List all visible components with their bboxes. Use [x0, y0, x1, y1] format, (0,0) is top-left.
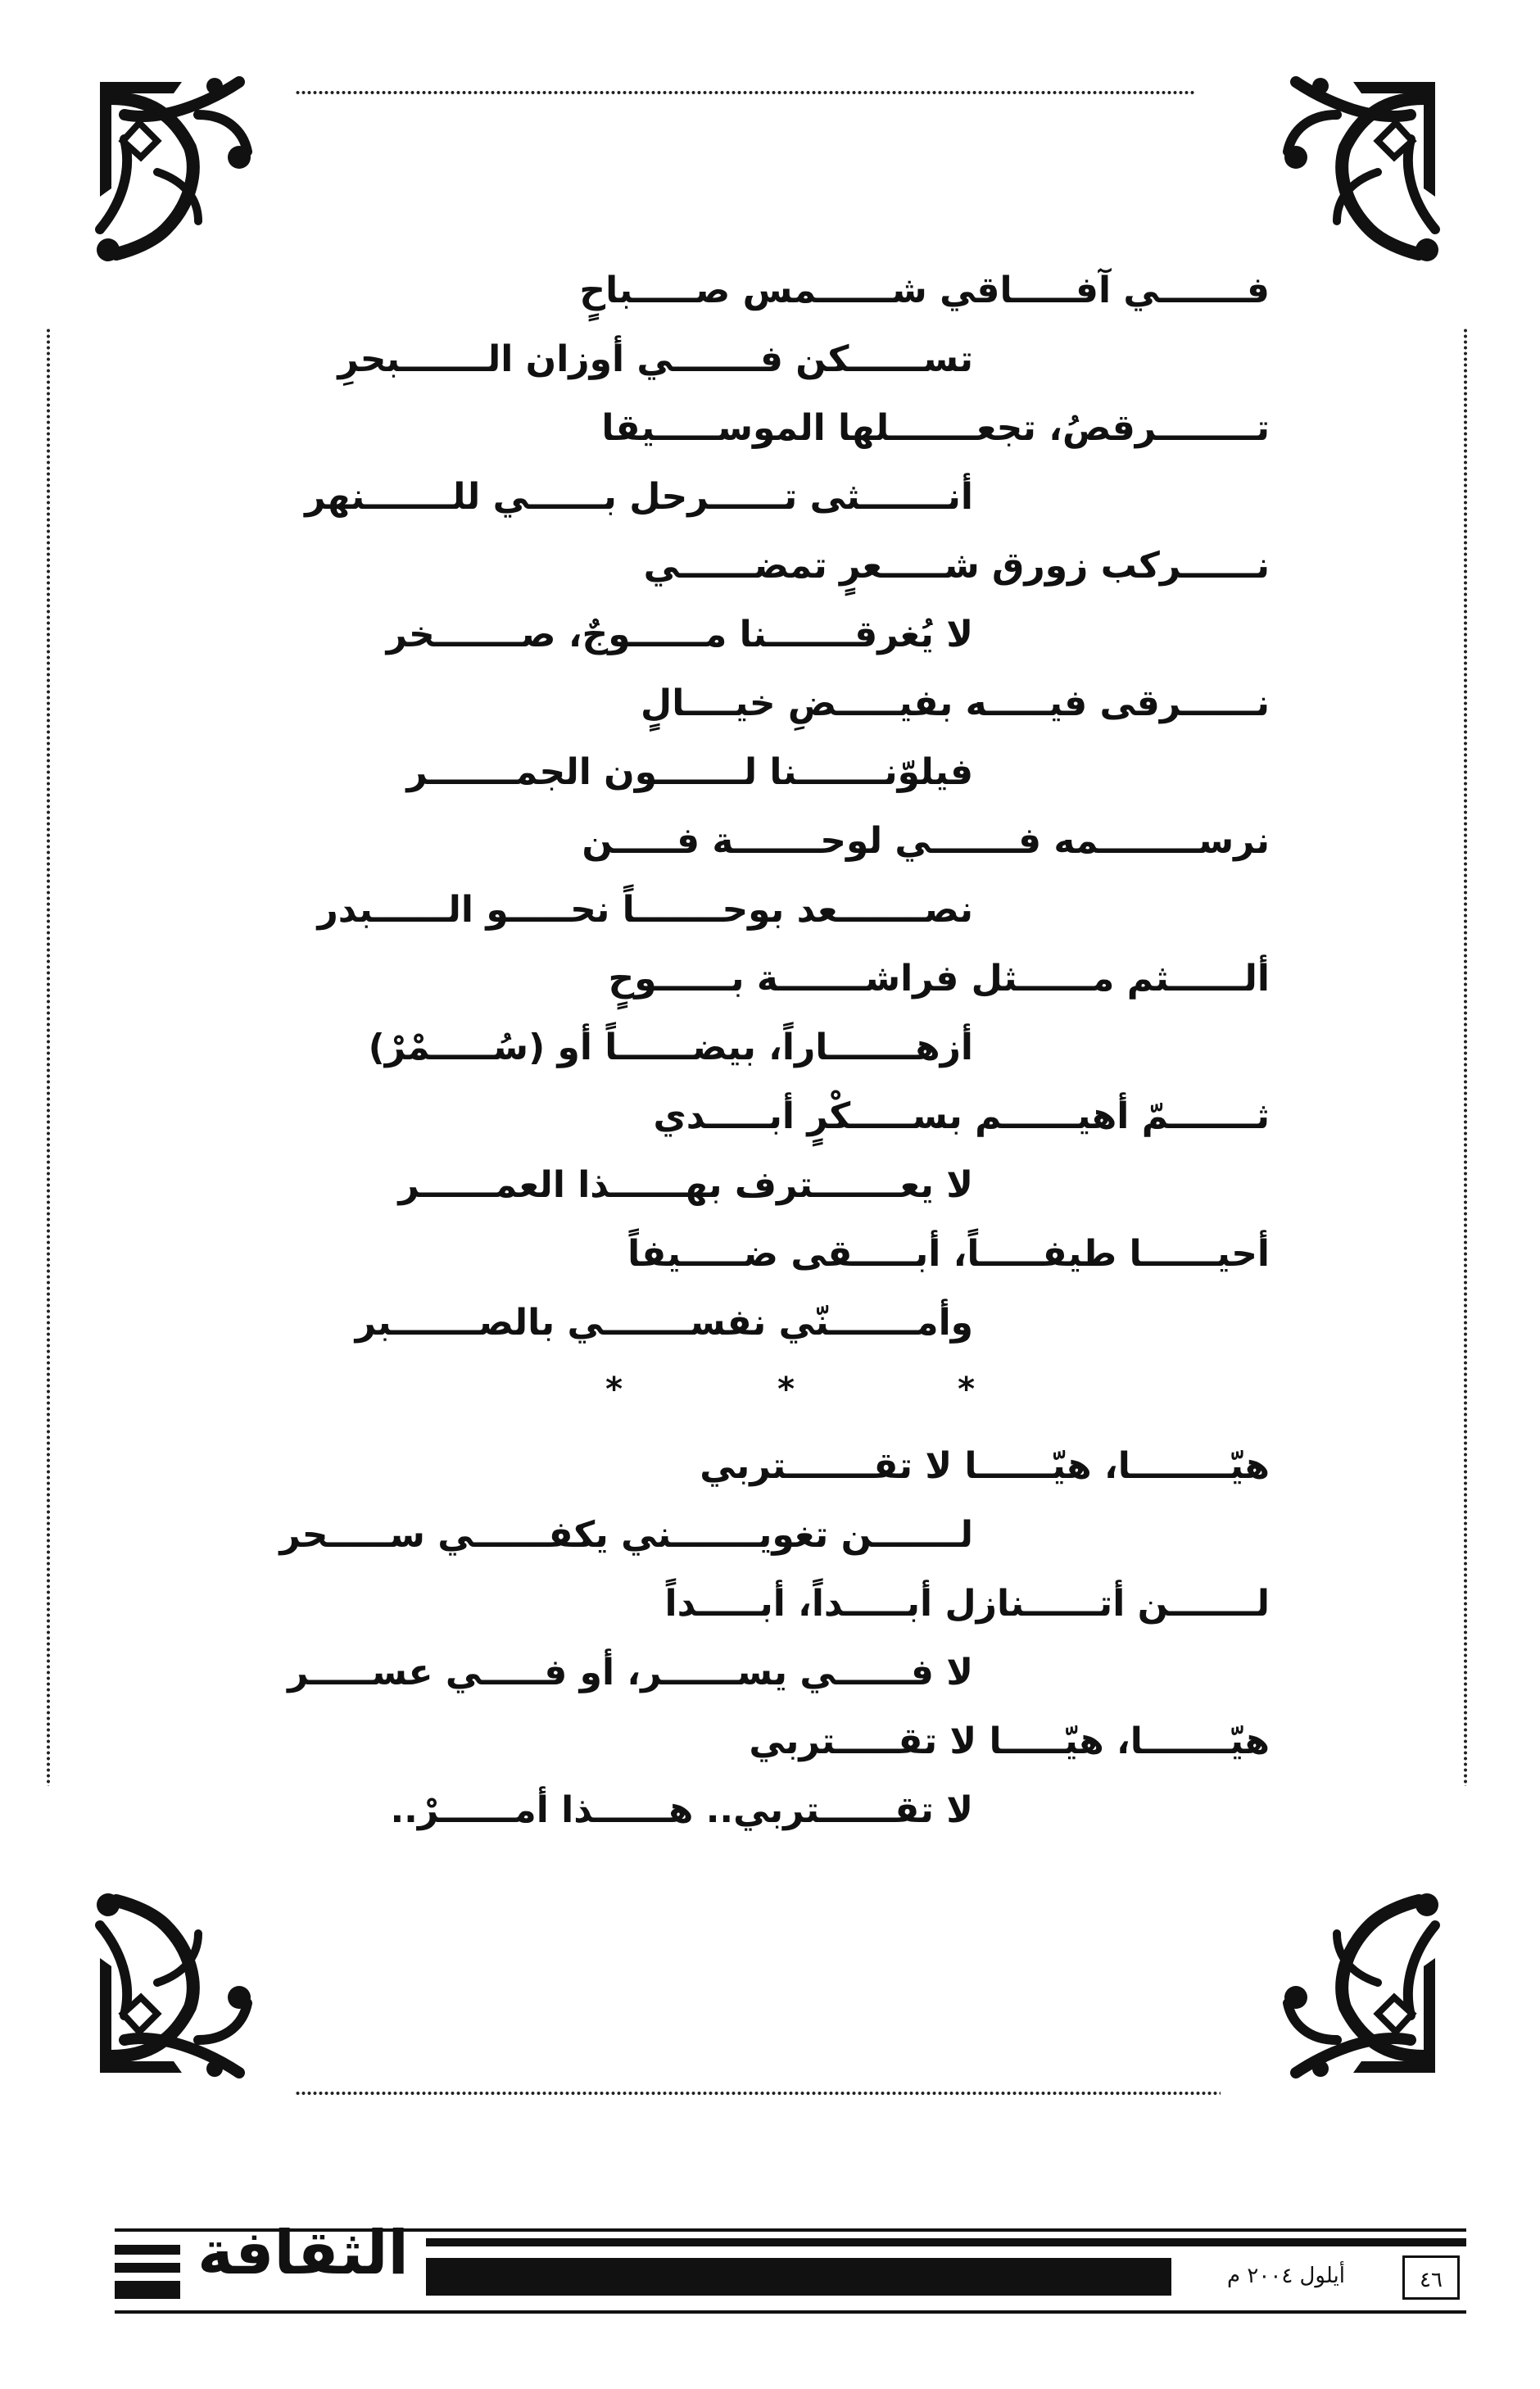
footer-rule [115, 2310, 1466, 2314]
page-number: ٤٦ [1402, 2255, 1460, 2300]
footer-bar-left [115, 2281, 180, 2299]
poem-line: نــــــركب زورق شـــــعرٍ تمضــــــي [643, 545, 1270, 587]
poem-line: لـــــــن تغويـــــــني يكفــــــي ســـــحر [279, 1514, 973, 1556]
poem-line: وأمـــــــنّي نفســـــــي بالصـــــــبر [355, 1302, 973, 1344]
poem-line: تــــــــرقصُ، تجعـــــــلها الموســـــيقا [601, 407, 1270, 449]
poem-line: فيلوّنـــــــنا لـــــــون الجمـــــــر [406, 751, 973, 793]
poem-line: لا يُغرقـــــــنا مــــــوجٌ، صـــــــخر [386, 614, 973, 655]
poem-line: لـــــــن أتــــــنازل أبـــــداً، أبـــــداً [664, 1583, 1270, 1625]
poem-line: نرســــــــمه فـــــــي لوحـــــــة فـــــن [582, 820, 1270, 862]
ornament-top-left-icon [75, 66, 264, 270]
poem-line: هيّـــــــا، هيّـــــا لا تقـــــتربي [749, 1720, 1270, 1762]
poem-line: أنـــــــثى تــــــرحل بــــــي للـــــــنهر [305, 476, 973, 518]
frame-bottom-dots [295, 2089, 1221, 2097]
poem-line: لا فــــــي يســــــر، أو فـــــي عســـــر [288, 1652, 973, 1693]
separator-star: * [777, 1371, 795, 1408]
ornament-bottom-right-icon [1271, 1884, 1460, 2089]
poem-line: أحيــــــا طيفـــــاً، أبـــــقى ضـــــيفاً [627, 1233, 1270, 1275]
separator-star: * [958, 1371, 975, 1408]
stanza-separator [565, 1371, 1270, 1420]
ornament-top-right-icon [1271, 66, 1460, 270]
frame-left-dots [44, 328, 52, 1786]
poem-line: هيّــــــــا، هيّــــــا لا تقـــــــتربي [700, 1445, 1270, 1487]
separator-star: * [605, 1371, 623, 1408]
poem-line: تســــــكن فـــــــي أوزان الـــــــبحرِ [337, 338, 973, 380]
poem-line: نصـــــــعد بوحـــــــاً نحـــــو الــــــبدر [317, 889, 973, 931]
poem-line: ثـــــــمّ أهيــــــم بســـــكْرٍ أبـــــدي [653, 1095, 1270, 1137]
frame-right-dots [1461, 328, 1470, 1786]
poem-line: نــــــرقى فيـــــه بفيـــــضِ خيــــالٍ [641, 682, 1270, 724]
ornament-bottom-left-icon [75, 1884, 264, 2089]
footer-bar-left [115, 2245, 180, 2255]
frame-top-dots [295, 88, 1196, 97]
poem-line: ألــــــثم مــــــثل فراشـــــــة بــــــوحٍ [608, 958, 1270, 1000]
poem-line: فـــــــي آفـــــاقي شــــــمس صـــــباحٍ [579, 270, 1270, 311]
magazine-title: الثقافة [197, 2218, 409, 2288]
poem-line: أزهـــــــاراً، بيضــــــاً أو (سُـــــمْرْ) [368, 1027, 973, 1068]
issue-date: أيلول ٢٠٠٤ م [1227, 2264, 1345, 2288]
footer-rule [426, 2238, 1466, 2246]
footer-black-band [426, 2258, 1171, 2296]
poem-line: لا تقــــــتربي.. هــــــذا أمــــــرْ.. [390, 1789, 973, 1831]
footer-bar-left [115, 2263, 180, 2273]
poem-line: لا يعـــــــترف بهــــــذا العمــــــر [398, 1164, 973, 1206]
